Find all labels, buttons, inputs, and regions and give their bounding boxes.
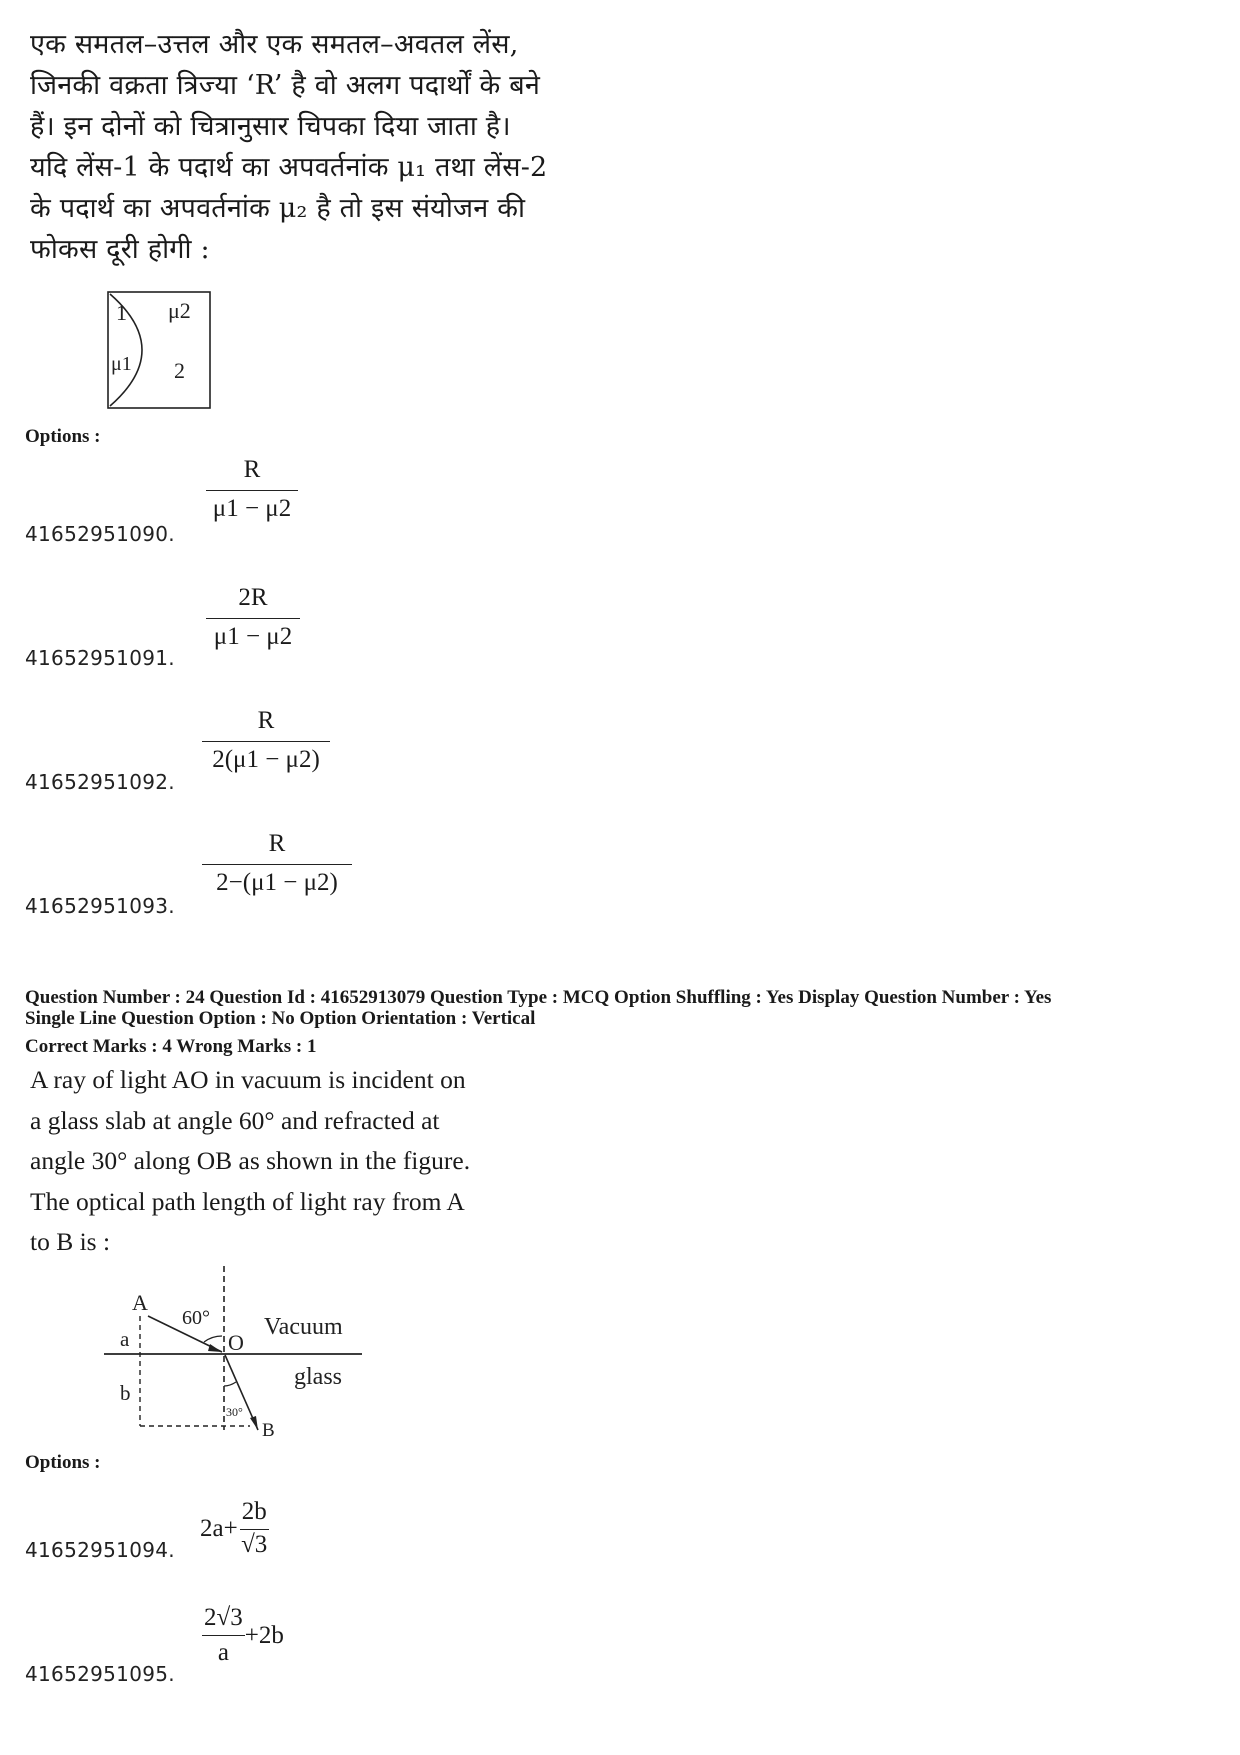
option-id: 41652951095.	[25, 1662, 175, 1686]
q24-line: a glass slab at angle 60° and refracted at	[30, 1105, 440, 1135]
fraction-denominator: 2−(μ1 − μ2)	[216, 869, 338, 896]
option-expression	[202, 1604, 284, 1667]
fraction-numerator: 2R	[238, 584, 268, 611]
fraction-denominator: μ1 − μ2	[212, 495, 292, 522]
q24-line: The optical path length of light ray from A	[30, 1186, 465, 1216]
fraction-numerator: R	[243, 456, 261, 483]
fraction-denominator: √3	[241, 1531, 268, 1558]
label-angle-60: 60°	[182, 1307, 210, 1329]
q23-lens-figure	[106, 290, 216, 412]
label-vacuum: Vacuum	[264, 1314, 343, 1340]
fraction-numerator: R	[268, 830, 286, 857]
q23-line: यदि लेंस-1 के पदार्थ का अपवर्तनांक μ₁ तथा लेंस-2	[30, 152, 548, 183]
expression-trail: +2b	[244, 1621, 284, 1649]
lens-label-2: 2	[174, 358, 185, 383]
fraction-denominator: 2(μ1 − μ2)	[212, 746, 320, 773]
refracted-ray-arrow	[250, 1416, 258, 1430]
q24-meta-line-2: Single Line Question Option : No Option Orientation : Vertical	[25, 1008, 536, 1029]
lens-mu1-label: μ1	[111, 353, 132, 375]
option-id: 41652951090.	[25, 522, 175, 546]
option-fraction	[202, 830, 352, 897]
q24-options-label: Options :	[25, 1452, 101, 1473]
option-id: 41652951091.	[25, 646, 175, 670]
q23-line: एक समतल–उत्तल और एक समतल–अवतल लेंस,	[30, 29, 519, 60]
label-B: B	[262, 1420, 275, 1440]
option-id: 41652951093.	[25, 894, 175, 918]
fraction-denominator: μ1 − μ2	[213, 623, 293, 650]
q23-options-label: Options :	[25, 426, 101, 447]
fraction-numerator: R	[257, 707, 275, 734]
expression-lead: 2a+	[200, 1514, 238, 1542]
fraction-numerator: 2b	[241, 1498, 267, 1525]
option-id: 41652951094.	[25, 1538, 175, 1562]
q23-line: जिनकी वक्रता त्रिज्या ‘R’ है वो अलग पदार्थों के बने	[30, 70, 541, 101]
q23-line: के पदार्थ का अपवर्तनांक μ₂ है तो इस संयोजन की	[30, 193, 526, 224]
incident-ray-arrow	[208, 1344, 222, 1352]
label-O: O	[228, 1330, 244, 1355]
fraction-denominator: a	[217, 1639, 229, 1666]
refracted-angle-arc	[224, 1382, 236, 1386]
incident-angle-arc	[204, 1336, 222, 1342]
lens-mu2-label: μ2	[168, 298, 191, 323]
label-A: A	[132, 1290, 148, 1315]
fraction-numerator: 2√3	[204, 1604, 243, 1631]
q24-marks-line: Correct Marks : 4 Wrong Marks : 1	[25, 1036, 317, 1057]
option-fraction	[206, 456, 298, 523]
lens-label-1: 1	[116, 300, 127, 325]
q24-refraction-figure	[100, 1262, 370, 1440]
q24-line: angle 30° along OB as shown in the figure.	[30, 1146, 471, 1175]
label-a: a	[120, 1327, 130, 1351]
q23-line: हैं। इन दोनों को चित्रानुसार चिपका दिया जाता है।	[30, 111, 511, 142]
option-expression	[200, 1498, 269, 1559]
q24-question-text	[30, 1060, 550, 1263]
q23-line: फोकस दूरी होगी :	[30, 234, 210, 265]
label-glass: glass	[294, 1364, 342, 1390]
q24-meta-line-1: Question Number : 24 Question Id : 41652913079 Question Type : MCQ Option Shuffling : Yes Display Question Number : Yes	[25, 987, 1052, 1008]
option-fraction	[240, 1498, 269, 1559]
q24-line: A ray of light AO in vacuum is incident on	[30, 1065, 466, 1094]
option-fraction	[202, 707, 330, 774]
label-angle-30: 30°	[226, 1405, 243, 1419]
q24-line: to B is :	[30, 1227, 111, 1256]
option-fraction	[206, 584, 300, 651]
label-b: b	[120, 1381, 131, 1405]
q23-question-text	[30, 24, 570, 270]
option-id: 41652951092.	[25, 770, 175, 794]
option-fraction	[202, 1604, 245, 1667]
